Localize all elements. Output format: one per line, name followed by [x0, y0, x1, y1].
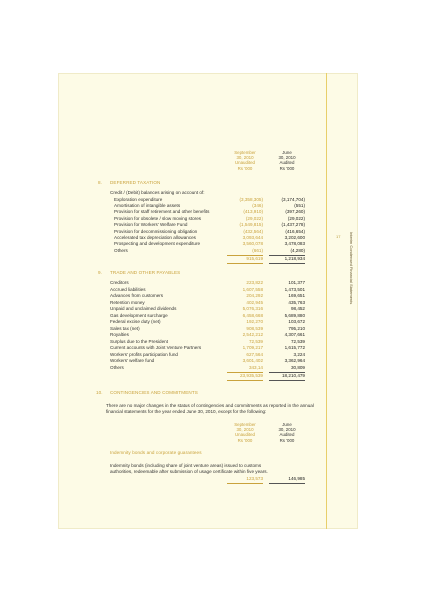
column-header-current: September 30, 2010 Unaudited Rs '000	[234, 150, 256, 171]
row-value-prior: (397,260)	[285, 209, 305, 215]
row-value-prior: (29,022)	[287, 215, 305, 221]
row-label: Others	[114, 247, 128, 253]
row-value-current: 908,539	[246, 325, 263, 331]
deferred-taxation-total-prior: 1,218,934	[284, 256, 305, 261]
row-value-prior: 103,672	[288, 319, 305, 324]
trade-payables-total-current: 23,935,539	[240, 373, 263, 378]
row-value-prior: (4,280)	[290, 247, 305, 253]
row-label: Gas development surcharge	[110, 312, 168, 318]
section-title-deferred-taxation: DEFERRED TAXATION	[110, 180, 161, 185]
column-header-prior-2: June 30, 2010 Audited Rs '000	[278, 422, 296, 443]
row-value-current: 5,076,316	[242, 306, 263, 311]
row-value-current: (346)	[252, 202, 263, 208]
row-value-current: 72,539	[248, 338, 263, 344]
row-value-prior: (1,437,278)	[281, 222, 305, 228]
row-value-prior: 30,809	[290, 364, 305, 370]
row-label: Amortisation of intangible assets	[114, 202, 181, 208]
row-label: Federal excise duty (net)	[110, 319, 161, 324]
row-value-prior: 1,615,772	[284, 345, 305, 350]
row-value-current: (432,564)	[243, 228, 263, 234]
row-value-current: 3,560,078	[242, 241, 263, 247]
row-label: Others	[110, 364, 124, 370]
row-label: Advances from customers	[110, 293, 164, 298]
row-value-current: 204,292	[246, 293, 263, 298]
row-label: Workers' welfare fund	[110, 358, 155, 363]
row-label: Unpaid and unclaimed dividends	[110, 306, 177, 311]
rule-dt-total-current	[227, 263, 263, 264]
row-value-current: (3,358,305)	[239, 196, 263, 202]
row-value-current: 3,093,644	[242, 234, 263, 240]
row-value-prior: 4,307,661	[284, 332, 305, 337]
row-value-current: (1,549,815)	[239, 222, 263, 228]
row-label: Creditors	[110, 280, 129, 285]
section-number-8: 8.	[98, 180, 103, 185]
indemnity-item-label: Indemnity bonds (including share of joint venture areas) issued to customs authorities, redeemable after submission of usage certificate within five years.	[110, 463, 268, 475]
row-label: Provision for obsolete / slow moving stores	[114, 215, 202, 221]
row-label: Prospecting and development expenditure	[114, 241, 201, 247]
rule-tp-total-prior	[269, 380, 305, 381]
row-label: Sales tax (net)	[110, 325, 140, 331]
row-value-prior: 3,202,600	[284, 234, 305, 240]
row-value-current: 343,14	[248, 364, 263, 370]
section-title-trade-payables: TRADE AND OTHER PAYABLES	[110, 270, 181, 275]
deferred-taxation-total-current: 915,619	[246, 256, 263, 261]
row-value-current: (29,022)	[245, 215, 263, 221]
indemnity-subheading: Indemnity bonds and corporate guarantees	[110, 450, 202, 455]
row-label: Current accounts with Joint Venture Partners	[110, 345, 202, 350]
rule-indemnity-prior	[269, 483, 305, 484]
section-number-9: 9.	[98, 270, 103, 275]
rule-dt-total-prior	[269, 263, 305, 264]
row-value-current: 2,542,212	[242, 332, 263, 337]
row-value-current: 402,945	[246, 299, 263, 305]
row-label: Retention money	[110, 299, 145, 305]
deferred-taxation-intro: Credit / (Debit) balances arising on account of:	[110, 190, 205, 195]
statement-page	[58, 73, 358, 529]
row-value-current: 6,458,668	[242, 312, 263, 318]
row-value-prior: 3,478,083	[284, 241, 305, 247]
row-value-prior: 5,689,880	[284, 312, 305, 318]
sidebar-rule	[326, 73, 327, 529]
row-value-prior: (3,174,704)	[281, 196, 305, 202]
section-title-contingencies: CONTINGENCIES AND COMMITMENTS	[110, 390, 198, 395]
row-value-prior: 795,210	[288, 325, 305, 331]
contingencies-paragraph: There are no major changes in the status of contingencies and commitments as reported in the annual financial statements for the year ended June 30, 2010, except for the following:	[106, 403, 314, 415]
row-label: Surplus due to the President	[110, 338, 168, 344]
row-value-current: 1,709,217	[242, 345, 263, 350]
section-number-10: 10.	[96, 390, 103, 395]
row-label: Exploration expenditure	[114, 196, 163, 202]
row-label: Accrued liabilities	[110, 286, 146, 292]
row-value-prior: 169,651	[288, 293, 305, 298]
row-label: Royalties	[110, 332, 129, 337]
row-value-current: 3,601,402	[242, 358, 263, 363]
row-label: Accelerated tax depreciation allowances	[114, 234, 196, 240]
row-value-prior: (551)	[294, 202, 305, 208]
row-value-prior: 1,473,501	[284, 286, 305, 292]
row-value-current: 627,564	[246, 351, 263, 357]
row-value-prior: 3,362,964	[284, 358, 305, 363]
column-header-prior: June 30, 2010 Audited Rs '000	[278, 150, 296, 171]
rule-tp-total-current	[227, 380, 263, 381]
row-label: Workers' profits participation fund	[110, 351, 178, 357]
row-value-prior: 435,763	[288, 299, 305, 305]
row-label: Provision for decommissioning obligation	[114, 228, 198, 234]
indemnity-prior: 146,985	[288, 476, 305, 481]
rule-indemnity-current	[227, 483, 263, 484]
row-value-current: (413,910)	[243, 209, 263, 215]
row-value-current: (661)	[252, 247, 263, 253]
column-header-current-2: September 30, 2010 Unaudited Rs '000	[234, 422, 256, 443]
indemnity-current: 123,573	[246, 476, 263, 481]
row-label: Provision for Workers' Welfare Fund	[114, 222, 188, 228]
row-value-current: 1,607,558	[242, 286, 263, 292]
row-value-prior: (416,654)	[285, 228, 305, 234]
row-label: Provision for staff retirement and other benefits	[114, 209, 210, 215]
row-value-prior: 101,377	[288, 280, 305, 285]
trade-payables-total-prior: 18,210,479	[282, 373, 305, 378]
page-number: 17	[336, 234, 341, 239]
row-value-current: 223,822	[246, 280, 263, 285]
row-value-prior: 3,224	[293, 351, 305, 357]
row-value-prior: 72,539	[290, 338, 305, 344]
row-value-current: 192,270	[246, 319, 263, 324]
row-value-prior: 98,452	[290, 306, 305, 311]
